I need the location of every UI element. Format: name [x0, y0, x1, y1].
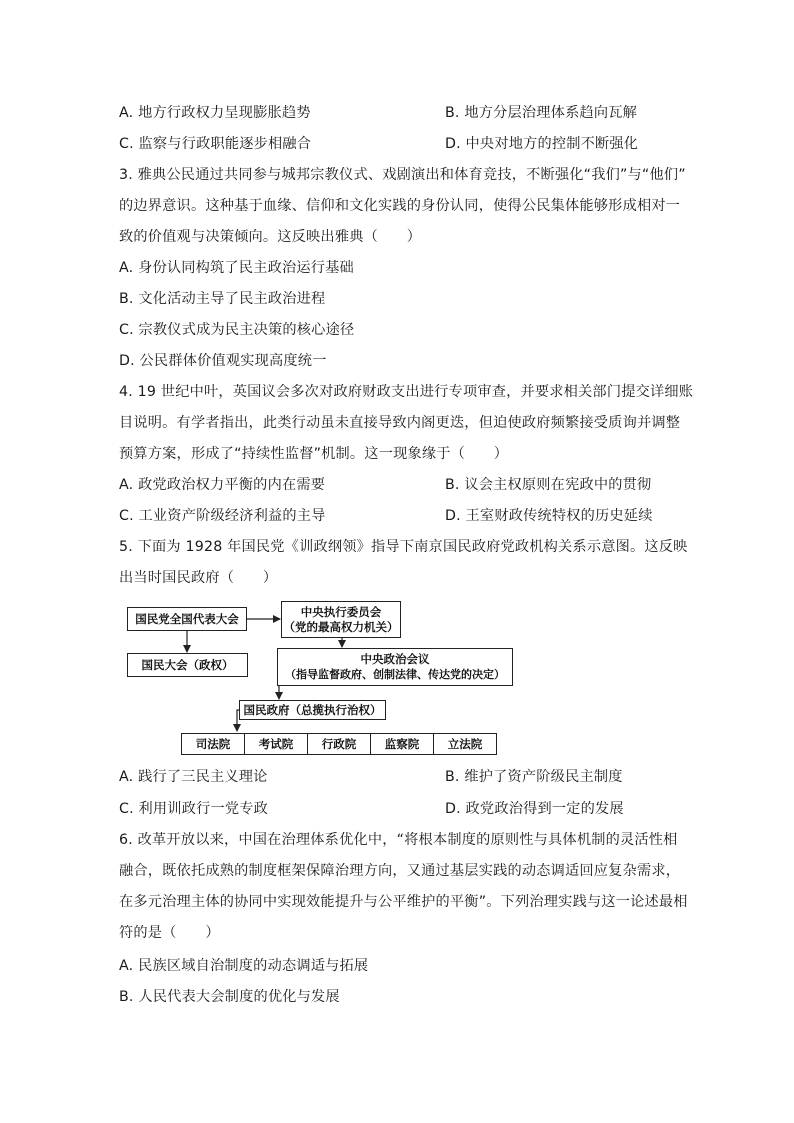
- kmt-national-congress-box: [127, 607, 247, 631]
- q2-option-c: C. 监察与行政职能逐步相融合: [119, 136, 312, 152]
- q6-option-a: A. 民族区域自治制度的动态调适与拓展: [119, 958, 369, 974]
- q5-stem-line-1: 5. 下面为 1928 年国民党《训政纲领》指导下南京国民政府党政机构关系示意图。这反映: [119, 539, 688, 555]
- central-executive-committee-subtitle: （党的最高权力机关）: [283, 620, 399, 634]
- national-government-box: [239, 700, 386, 720]
- q2-option-a: A. 地方行政权力呈现膨胀趋势: [119, 105, 311, 121]
- q3-stem-line-3: 致的价值观与决策倾向。这反映出雅典（ ）: [119, 229, 422, 245]
- five-yuan-row: [181, 733, 497, 755]
- q3-stem-line-1: 3. 雅典公民通过共同参与城邦宗教仪式、戏剧演出和体育竞技，不断强化“我们”与“他们”: [119, 167, 686, 183]
- kmt-national-congress-label: 国民党全国代表大会: [135, 612, 239, 626]
- q3-option-a: A. 身份认同构筑了民主政治运行基础: [119, 260, 354, 276]
- q4-option-a: A. 政党政治权力平衡的内在需要: [119, 477, 326, 493]
- q3-option-b: B. 文化活动主导了民主政治进程: [119, 291, 326, 307]
- national-assembly-box: [127, 653, 248, 677]
- legislative-yuan: 立法院: [447, 737, 483, 751]
- executive-yuan: 行政院: [308, 734, 371, 754]
- q6-stem-line-3: 在多元治理主体的协同中实现效能提升与公平维护的平衡”。下列治理实践与这一论述最相: [119, 894, 688, 910]
- national-assembly-label: 国民大会（政权）: [141, 658, 234, 672]
- central-executive-committee-title: 中央执行委员会: [300, 605, 382, 619]
- q6-stem-line-4: 符的是（ ）: [119, 925, 220, 941]
- q4-stem-line-3: 预算方案，形成了“持续性监督”机制。这一现象缘于（ ）: [119, 446, 509, 462]
- q6-option-b: B. 人民代表大会制度的优化与发展: [119, 989, 340, 1005]
- q5-option-c: C. 利用训政行一党专政: [119, 801, 269, 817]
- q6-stem-line-1: 6. 改革开放以来，中国在治理体系优化中，“将根本制度的原则性与具体机制的灵活性相: [119, 832, 678, 848]
- examination-yuan: 考试院: [245, 734, 308, 754]
- central-executive-committee-box: [281, 601, 401, 638]
- q3-stem-line-2: 的边界意识。这种基于血缘、信仰和文化实践的身份认同，使得公民集体能够形成相对一: [119, 198, 681, 214]
- q4-option-c: C. 工业资产阶级经济利益的主导: [119, 508, 326, 524]
- q5-option-b: B. 维护了资产阶级民主制度: [445, 769, 623, 785]
- central-political-council-subtitle: （指导监督政府、创制法律、传达党的决定）: [285, 668, 505, 681]
- q4-stem-line-1: 4. 19 世纪中叶，英国议会多次对政府财政支出进行专项审查，并要求相关部门提交详细账: [119, 384, 694, 400]
- central-political-council-title: 中央政治会议: [360, 652, 430, 666]
- q2-option-b: B. 地方分层治理体系趋向瓦解: [445, 105, 638, 121]
- q4-option-b: B. 议会主权原则在宪政中的贯彻: [445, 477, 652, 493]
- q5-stem-line-2: 出当时国民政府（ ）: [119, 570, 278, 586]
- q5-option-d: D. 政党政治得到一定的发展: [445, 801, 624, 817]
- q3-option-c: C. 宗教仪式成为民主决策的核心途径: [119, 322, 355, 338]
- national-government-label: 国民政府（总揽执行治权）: [243, 703, 382, 717]
- central-political-council-box: [277, 648, 513, 686]
- control-yuan: 监察院: [371, 734, 434, 754]
- q6-stem-line-2: 融合，既依托成熟的制度框架保障治理方向，又通过基层实践的动态调适回应复杂需求，: [119, 863, 681, 879]
- q4-option-d: D. 王室财政传统特权的历史延续: [445, 508, 653, 524]
- q4-stem-line-2: 目说明。有学者指出，此类行动虽未直接导致内阁更迭，但迫使政府频繁接受质询并调整: [119, 415, 681, 431]
- q5-option-a: A. 践行了三民主义理论: [119, 769, 268, 785]
- judicial-yuan: 司法院: [182, 734, 245, 754]
- q2-option-d: D. 中央对地方的控制不断强化: [445, 136, 639, 152]
- q3-option-d: D. 公民群体价值观实现高度统一: [119, 353, 327, 369]
